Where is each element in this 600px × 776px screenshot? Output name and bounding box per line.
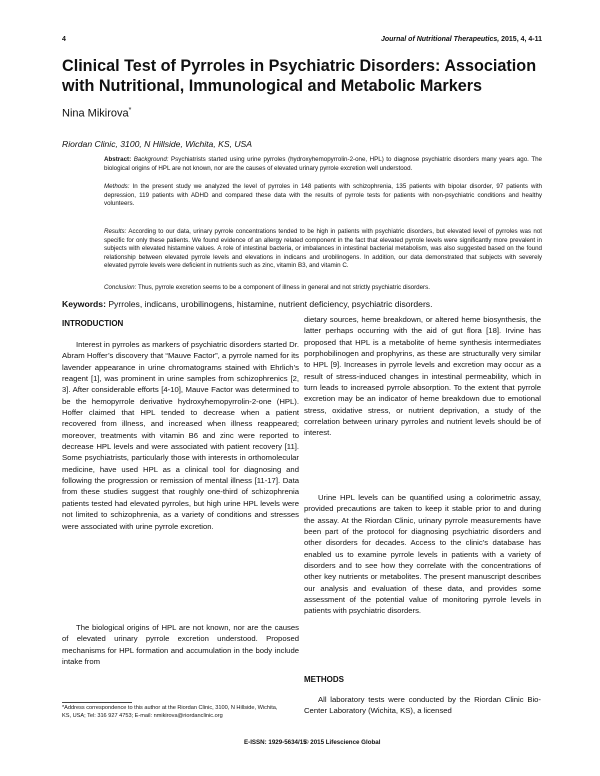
results-text: According to our data, urinary pyrrole concentrations tended to be high in patients with psychiatric disorders, but elevated level of pyrroles was not specific for only these patients. We found evidence of an allergy related component in the fact that elevated pyrrole levels were significantly more prevalent in subjects with elevated histamine values. A role of intestinal bacteria, or imbalances in intestinal bacterial metabolism, was also suggested based on the found relationship between elevated pyrrole levels and elevations in indicans and urobilinogens. In addition, our data demonstrated that subjects with severely elevated pyrrole levels were deficient in nutrients such as zinc, vitamin B3, and vitamin C. — [104, 228, 542, 270]
abstract-methods — [104, 183, 542, 209]
results-label: Results: — [104, 228, 127, 235]
background-text: Psychiatrists started using urine pyrroles (hydroxyhemopyrrolin-2-one, HPL) to diagnose psychiatric disorders many years ago. The biological origins of HPL are not known, nor are the causes of elevated urinary pyrrole excretion well understood. — [104, 156, 542, 172]
article-title: Clinical Test of Pyrroles in Psychiatric Disorders: Association with Nutritional, Immunological and Metabolic Markers — [62, 57, 537, 95]
journal-issue: 2015, 4, 4-11 — [499, 36, 542, 43]
abstract-conclusion — [104, 284, 542, 293]
background-label: Background: — [133, 156, 169, 163]
introduction-paragraph-3: dietary sources, heme breakdown, or altered heme biosynthesis, the latter perhaps occurring with the aid of gut flora [18]. Irvine has proposed that HPL is a metabolite of heme synthesis intermediates porphobilinogen and prophyrins, as these are structurally very similar to HPL [9]. Increases in pyrrole levels and excretion may occur as a result of stress-induced changes in intestinal permeability, which in turn leads to increased pyrrole absorption. To the extent that pyrrole excretion may be an indicator of heme breakdown due to emotional stress, oxidative stress, or nutrient deprivation, a study of the correlation between urinary pyrroles and nutrient levels should be of interest. — [304, 315, 541, 438]
methods-paragraph: All laboratory tests were conducted by the Riordan Clinic Bio-Center Laboratory (Wichita, KS), a licensed — [304, 695, 541, 716]
conclusion-label: Conclusion: — [104, 284, 137, 291]
keywords-text: Pyrroles, indicans, urobilinogens, histamine, nutrient deficiency, psychiatric disorders. — [108, 299, 433, 309]
eissn: E-ISSN: 1929-5634/15 — [244, 739, 307, 746]
correspondence-footnote: *Address correspondence to this author at the Riordan Clinic, 3100, N Hillside, Wichita, KS, USA; Tel: 316 927 4753; E-mail: nmikirova@riordanclinic.org — [62, 705, 278, 720]
keywords-label: Keywords: — [62, 299, 106, 309]
copyright: © 2015 Lifescience Global — [304, 739, 381, 746]
conclusion-text: Thus, pyrrole excretion seems to be a component of illness in general and not strictly psychiatric disorders. — [137, 284, 430, 291]
keywords — [62, 299, 542, 309]
introduction-paragraph-1: Interest in pyrroles as markers of psychiatric disorders started Dr. Abram Hoffer’s discovery that “Mauve Factor”, a pyrrole named for its lavender appearance in urine chromatograms stained with Ehrlich’s reagent [1], was prominent in urine samples from schizophrenics [2, 3]. After considerable efforts [4-10], Mauve Factor was determined to be the hemopyrrole derivative hydroxyhemopyrrolin-2-one (HPL). Hoffer claimed that HPL tended to decrease when a patient recovered from illness, and increased when illness reappeared; moreover, treatments with vitamin B6 and zinc were reported to decrease HPL levels and were associated with patient recovery [11]. Some psychiatrists, particularly those with interests in orthomolecular medicine, have used HPL as a clinical tool for diagnosing and following the progression or remission of mental illness [11-17]. Data from these studies suggest that roughly one-third of schizophrenia patients tested had elevated pyrroles, but high urine HPL levels were not limited to schizophrenia, as a variety of conditions and stresses were associated with urine pyrrole excretion. — [62, 340, 299, 531]
abstract-background — [104, 156, 542, 173]
affiliation: Riordan Clinic, 3100, N Hillside, Wichita, KS, USA — [62, 139, 253, 149]
journal-name: Journal of Nutritional Therapeutics, — [380, 36, 500, 43]
abstract-results — [104, 228, 542, 271]
abstract-label: Abstract: — [104, 156, 132, 163]
author-mark: * — [128, 107, 132, 114]
methods-label: Methods: — [104, 183, 130, 190]
introduction-heading: INTRODUCTION — [62, 319, 124, 328]
author — [62, 107, 131, 120]
introduction-paragraph-2: The biological origins of HPL are not known, nor are the causes of elevated urinary pyrrole excretion understood. Proposed mechanisms for HPL formation and accumulation in the body include intake from — [62, 623, 299, 667]
page-number: 4 — [62, 36, 66, 43]
journal-header — [62, 36, 542, 43]
author-name: Nina Mikirova — [62, 107, 129, 120]
introduction-paragraph-4: Urine HPL levels can be quantified using a colorimetric assay, provided precautions are taken to keep it stable prior to and during the assay. At the Riordan Clinic, urinary pyrrole measurements have been part of the protocol for diagnosing psychiatric disorders and other disorders for decades. Access to the clinic’s database has enabled us to examine pyrrole levels in patients with a variety of disorders and to see how they correlate with the concentrations of other key nutrients or metabolites. The present manuscript describes our analysis and evaluation of these data, and provides some assessment of the potential value of monitoring pyrrole levels in patients with psychiatric disorders. — [304, 493, 541, 616]
footnote-divider — [62, 702, 132, 703]
methods-text: In the present study we analyzed the level of pyrroles in 148 patients with schizophrenia, 135 patients with bipolar disorder, 97 patients with depression, 119 patients with ADHD and compared these data with the results of pyrrole tests for patients with non-psychiatric conditions and healthy volunteers. — [104, 183, 542, 208]
methods-heading: METHODS — [304, 675, 344, 684]
